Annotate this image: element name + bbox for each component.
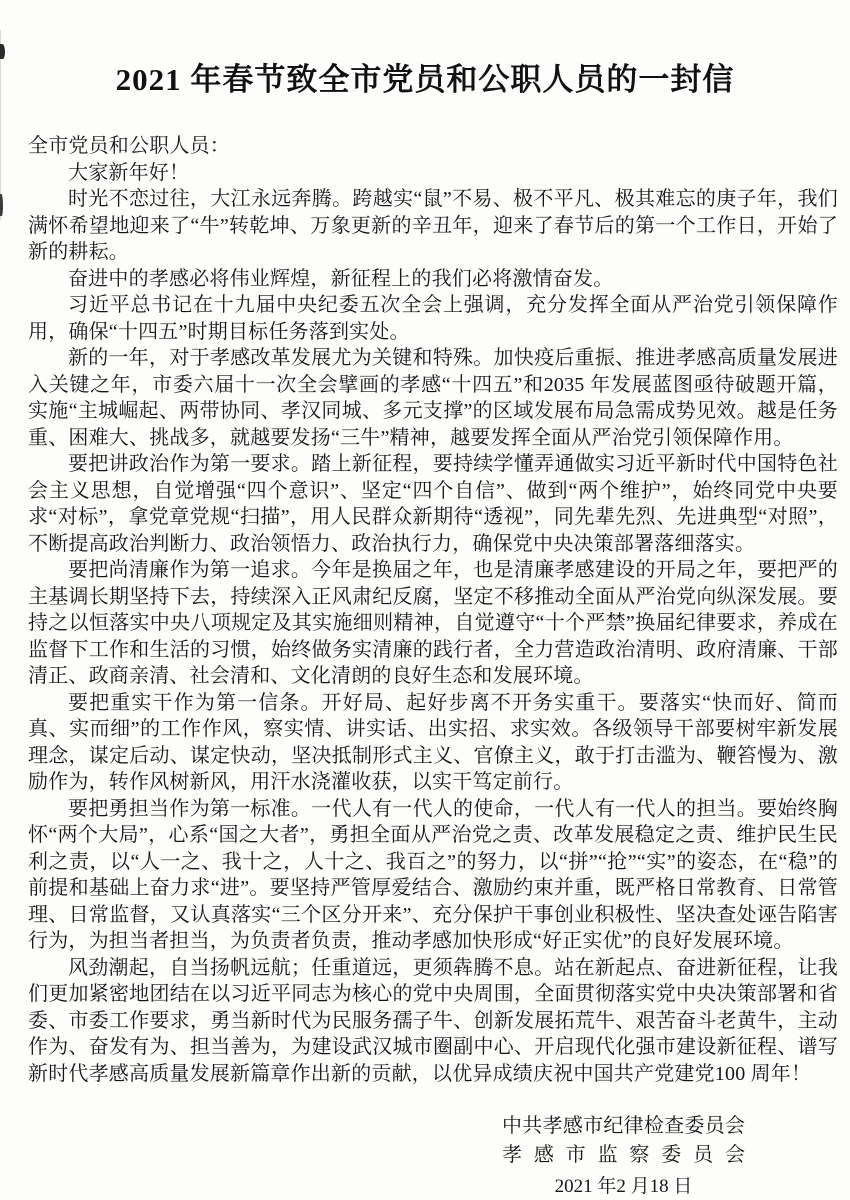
letter-title: 2021 年春节致全市党员和公职人员的一封信 <box>115 62 735 97</box>
signature-block <box>502 1112 745 1200</box>
letter-paragraph: 新的一年，对于孝感改革发展尤为关键和特殊。加快疫后重振、推进孝感高质量发展进入关键之年，市委六届十一次全会擘画的孝感“十四五”和2035 年发展蓝图亟待破题开篇，实施“主城崛起、两带协同、孝汉同城、多元支撑”的区域发展布局急需成势见效。越是任务重、困难大、挑战多，就越要发扬“三牛”精神，越要发挥全面从严治党引领保障作用。 <box>28 347 838 449</box>
letter-paragraph: 风劲潮起，自当扬帆远航；任重道远，更须犇腾不息。站在新起点、奋进新征程，让我们更加紧密地团结在以习近平同志为核心的党中央周围，全面贯彻落实党中央决策部署和省委、市委工作要求，勇当新时代为民服务孺子牛、创新发展拓荒牛、艰苦奋斗老黄牛，主动作为、奋发有为、担当善为，为建设武汉城市圈副中心、开启现代化强市建设新征程、谱写新时代孝感高质量发展新篇章作出新的贡献，以优异成绩庆祝中国共产党建党100 周年！ <box>28 956 838 1085</box>
letter-paragraph: 要把尚清廉作为第一追求。今年是换届之年，也是清廉孝感建设的开局之年，要把严的主基调长期坚持下去，持续深入正风肃纪反腐，坚定不移推动全面从严治党向纵深发展。要持之以恒落实中央八项规定及其实施细则精神，自觉遵守“十个严禁”换届纪律要求，养成在监督下工作和生活的习惯，始终做务实清廉的践行者，全力营造政治清明、政府清廉、干部清正、政商亲清、社会清和、文化清朗的良好生态和发展环境。 <box>28 559 838 687</box>
letter-paragraph: 要把勇担当作为第一标准。一代人有一代人的使命，一代人有一代人的担当。要始终胸怀“两个大局”，心系“国之大者”，勇担全面从严治党之责、改革发展稳定之责、维护民生民利之责，以“人一之、我十之，人十之、我百之”的努力，以“拼”“抢”“实”的姿态，在“稳”的前提和基础上奋力求“进”。要坚持严管厚爱结合、激励约束并重，既严格日常教育、日常管理、日常监督，又认真落实“三个区分开来”、充分保护干事创业积极性、坚决查处诬告陷害行为，为担当者担当，为负责者负责，推动孝感加快形成“好正实优”的良好发展环境。 <box>28 797 839 952</box>
letter-paragraph: 要把重实干作为第一信条。开好局、起好步离不开务实重干。要落实“快而好、简而真、实而细”的工作作风，察实情、讲实话、出实招、求实效。各级领导干部要树牢新发展理念，谋定后动、谋定快动，坚决抵制形式主义、官僚主义，敢于打击滥为、鞭笞慢为、激励作为，转作风树新风，用汗水浇灌收获，以实干笃定前行。 <box>28 691 838 793</box>
signature-org-line-1: 中共孝感市纪律检查委员会 <box>502 1115 745 1137</box>
letter-paragraph: 大家新年好！ <box>68 161 190 184</box>
signature-org-line-2: 孝感市监察委员会 <box>502 1144 745 1166</box>
letter-paragraph: 奋进中的孝感必将伟业辉煌，新征程上的我们必将激情奋发。 <box>68 267 614 290</box>
salutation: 全市党员和公职人员： <box>28 135 230 157</box>
signature-date: 2021 年2 月18 日 <box>554 1176 693 1197</box>
letter-paragraphs <box>28 160 838 1088</box>
scan-artifact <box>0 194 3 216</box>
letter-paragraph: 习近平总书记在十九届中央纪委五次全会上强调，充分发挥全面从严治党引领保障作用，确保“十四五”时期目标任务落到实处。 <box>28 294 838 343</box>
letter-paragraph: 时光不恋过往，大江永远奔腾。跨越实“鼠”不易、极不平凡、极其难忘的庚子年，我们满怀希望地迎来了“牛”转乾坤、万象更新的辛丑年，迎来了春节后的第一个工作日，开始了新的耕耘。 <box>28 188 838 263</box>
letter-body <box>0 133 850 1087</box>
scan-artifact <box>0 44 5 59</box>
letter-paragraph: 要把讲政治作为第一要求。踏上新征程，要持续学懂弄通做实习近平新时代中国特色社会主义思想，自觉增强“四个意识”、坚定“四个自信”、做到“两个维护”，始终同党中央要求“对标”，拿党章党规“扫描”，用人民群众新期待“透视”，同先辈先烈、先进典型“对照”，不断提高政治判断力、政治领悟力、政治执行力，确保党中央决策部署落细落实。 <box>28 453 838 555</box>
